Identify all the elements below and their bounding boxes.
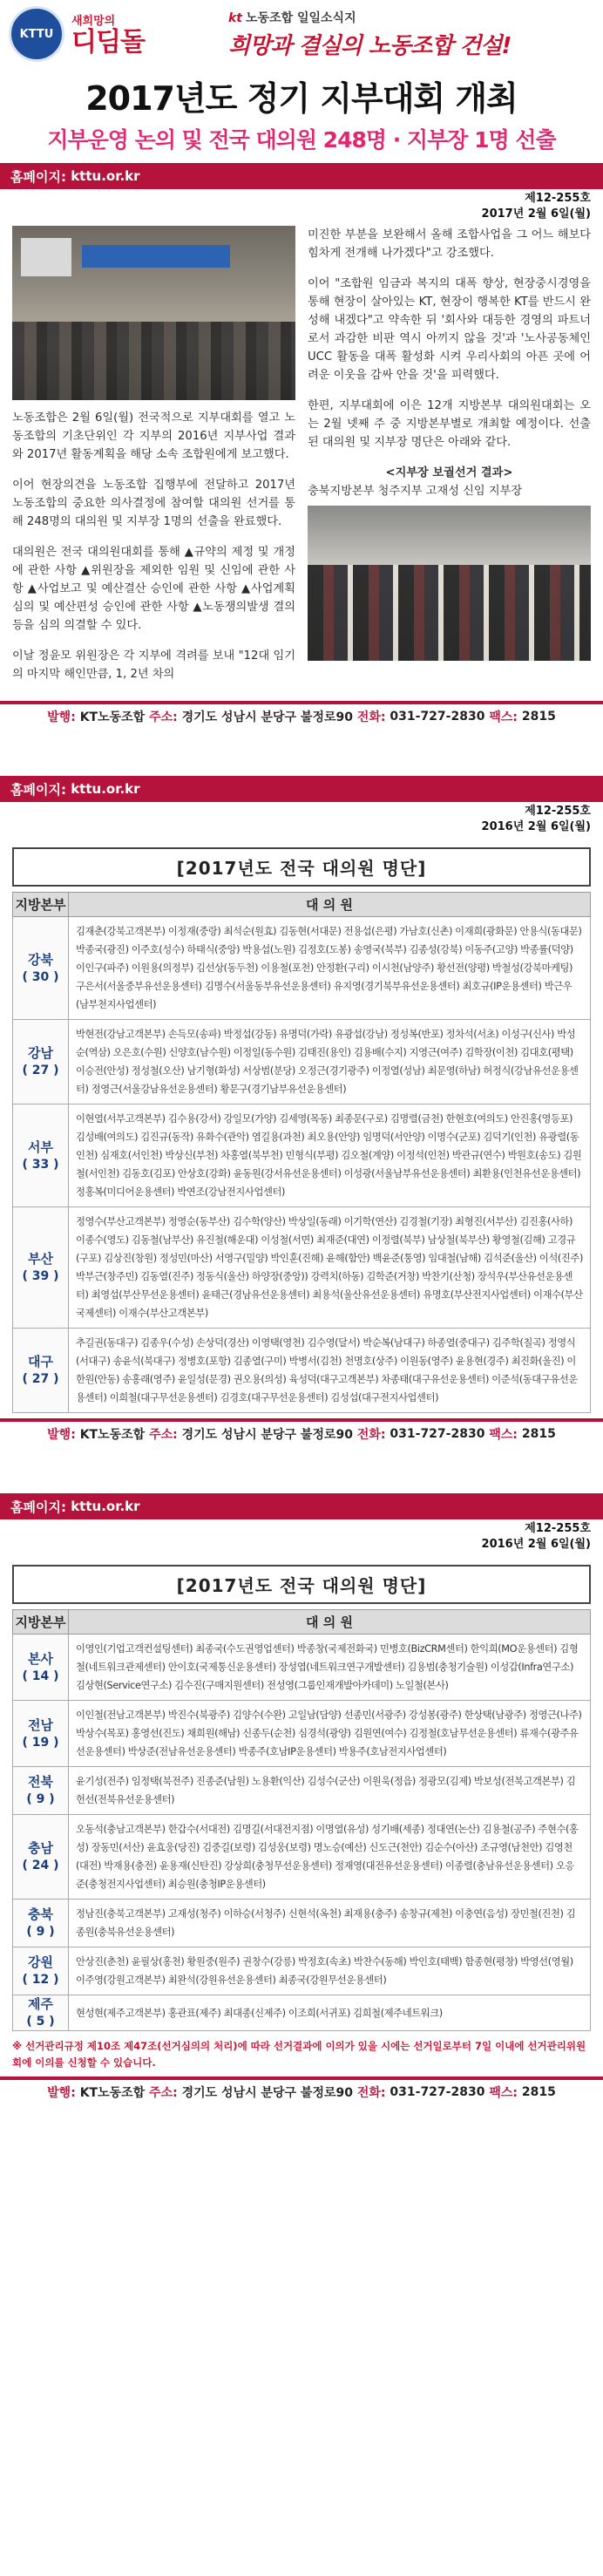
members-cell: 현성현(제주고객본부) 홍관표(제주) 최대종(신제주) 이조희(서귀포) 김희철(제주네트워크) [69, 1995, 591, 2031]
members-cell: 추길권(동대구) 김종우(수성) 손상덕(경산) 이영택(영천) 김수영(달서) 박순복(남대구) 하종열(중대구) 김주학(칠곡) 정영식(서대구) 송윤석(북대구) 정병호(포항) 김종열(구미) 박병서(김천) 천명호(상주) 이원동(영주) 윤용현(경주) 최진화(울진) 이한원(안동) 송홍래(영주) 윤일성(문경) 권오용(의성) 육성덕(대구고객본부) 차종태(대구유선운용센터) 이준석(동대구유선운용센터) 이희철(대구무선운용센터) 김경호(대구무선운용센터) 김성섭(대구전지사업센터) [69, 1329, 591, 1413]
article-left-column [12, 226, 295, 696]
region-name: 부산 [28, 1251, 53, 1267]
table-title: [2017년도 전국 대의원 명단] [12, 1565, 591, 1604]
election-note: ※ 선거관리규정 제10조 제47조(선거심의의 처리)에 따라 선거결과에 이의가 있을 시에는 선거일로부터 7일 이내에 선거관리위원회에 이의를 신청할 수 있습니다. [12, 2040, 586, 2069]
members-cell: 박현전(강남고객본부) 손득모(송파) 박정섭(강동) 유명덕(가락) 유광섭(강남) 정성복(반포) 정차석(서초) 이성구(신사) 박성순(역삼) 오은호(수원) 신양호(남수원) 이정일(동수원) 김태진(용인) 김용배(수지) 지영근(여주) 김학장(이천) 김대호(평택) 이승전(안성) 정성철(오산) 남기형(화성) 서상범(분당) 오정근(경기광주) 이정열(성남) 최문영(하남) 허정식(강남유선운용센터) 정영근(서울강남유선운용센터) 황문구(경기남부유선운용센터) [69, 1020, 591, 1104]
homepage-link[interactable]: kttu.or.kr [71, 168, 140, 184]
homepage-label: 홈페이지: [10, 168, 66, 185]
paragraph: 한편, 지부대회에 이은 12개 지방본부 대의원대회는 오는 2월 넷째 주 중 지방본부별로 개최할 예정이다. 선출된 대의원 및 지부장 명단은 아래와 같다. [308, 399, 591, 449]
region-cell [13, 1815, 69, 1900]
delegate-count: ( 14 ) [22, 1669, 59, 1683]
article-right-column [308, 226, 591, 696]
table-row [13, 917, 591, 1020]
paragraph: 미진한 부분을 보완해서 올해 조합사업을 그 어느 해보다 힘차게 전개해 나가겠다"고 강조했다. [308, 228, 591, 260]
delegate-count: ( 39 ) [22, 1269, 59, 1283]
members-cell: 이인철(전남고객본부) 박진수(북광주) 김양수(수완) 고일남(담양) 선종민(서광주) 강성봉(광주) 한상택(남광주) 정영근(나주) 박상수(목포) 홍영선(진도) 채희원(해남) 신종두(순천) 심경석(광양) 김원연(여수) 김정철(호남무선운용센터) 류재수(광주유선운용센터) 박상준(전남유선운용센터) 박종주(호남IP운용센터) 박용주(호남전지사업센터) [69, 1701, 591, 1767]
paragraph: 대의원은 전국 대의원대회를 통해 ▲규약의 제정 및 개정에 관한 사항 ▲위원장을 제외한 임원 및 신임에 관한 사항 ▲사업보고 및 예산결산 승인에 관한 사항 ▲사업계획 심의 및 예산편성 승인에 관한 사항 ▲노동쟁의발생 결의 등을 심의 의결할 수 있다. [12, 546, 295, 632]
members-cell: 이영인(기업고객컨설팅센터) 최종국(수도권영업센터) 박종창(국제전화국) 민병호(BizCRM센터) 한익희(MO운용센터) 김형철(네트워크관제센터) 안이호(국제통신운용센터) 장성엽(네트워크연구개발센터) 김용범(충청기술원) 이성갑(Infra연구소) 김상현(Service연구소) 김수진(구매지원센터) 전성영(그룹인재개발아카데미) 노일철(본사) [69, 1635, 591, 1701]
region-cell [13, 1900, 69, 1947]
delegate-table [12, 892, 591, 1413]
region-name: 전북 [28, 1774, 53, 1790]
region-cell [13, 1104, 69, 1207]
region-name: 서부 [28, 1138, 53, 1155]
masthead-right [211, 9, 594, 60]
result-title: <지부장 보궐선거 결과> [385, 466, 513, 479]
issue-info [0, 189, 603, 222]
delegate-table [12, 1609, 591, 2031]
table-row [13, 1995, 591, 2031]
region-name: 충남 [28, 1840, 53, 1856]
region-name: 본사 [28, 1650, 53, 1667]
homepage-bar [0, 163, 603, 189]
delegate-count: ( 27 ) [22, 1064, 59, 1077]
region-name: 대구 [28, 1354, 53, 1370]
table-row [13, 1329, 591, 1413]
region-cell [13, 1767, 69, 1815]
org-name: kt 노동조합 일일소식지 [228, 10, 356, 25]
table-row [13, 1815, 591, 1900]
homepage-link[interactable]: kttu.or.kr [71, 781, 140, 797]
delegate-count: ( 24 ) [22, 1859, 59, 1873]
region-name: 충북 [28, 1907, 53, 1922]
members-cell: 윤기성(전주) 임정택(북전주) 진종준(남원) 노용환(익산) 김성수(군산) 이원욱(정읍) 정광모(김제) 박보성(전북고객본부) 김헌선(전북유선운용센터) [69, 1767, 591, 1815]
region-name: 강북 [28, 951, 53, 968]
homepage-bar: 홈페이지: kttu.or.kr [0, 1493, 603, 1519]
homepage-bar: 홈페이지: kttu.or.kr [0, 776, 603, 802]
homepage-link[interactable]: kttu.or.kr [71, 1499, 140, 1514]
region-name: 강남 [28, 1045, 53, 1061]
region-cell [13, 1329, 69, 1413]
members-cell: 정남진(충북고객본부) 고재성(청주) 이하승(서청주) 신현석(옥천) 최재용(충주) 송창규(제천) 이충연(음성) 장민철(진천) 김종원(충북유선운용센터) [69, 1900, 591, 1947]
article [0, 222, 603, 696]
table-title: [2017년도 전국 대의원 명단] [12, 847, 591, 887]
delegate-count: ( 5 ) [26, 2015, 55, 2029]
region-cell [13, 1207, 69, 1329]
col-region: 지방본부 [13, 893, 69, 917]
col-region: 지방본부 [13, 1610, 69, 1635]
headline-title: 2017년도 정기 지부대회 개최 [85, 79, 518, 118]
delegate-count: ( 33 ) [22, 1157, 59, 1172]
slogan: 희망과 결실의 노동조합 건설! [228, 32, 512, 59]
kt-mark: kt [228, 10, 243, 25]
footer: 발행: KT노동조합 주소: 경기도 성남시 분당구 불정로90 전화: 031-727-2830 팩스: 2815 [0, 701, 603, 729]
region-cell [13, 1701, 69, 1767]
col-members: 대 의 원 [69, 893, 591, 917]
footer: 발행: KT노동조합 주소: 경기도 성남시 분당구 불정로90 전화: 031-727-2830 팩스: 2815 [0, 2076, 603, 2104]
table-row [13, 1104, 591, 1207]
table-row [13, 1701, 591, 1767]
issue-info: 제12-255호 2016년 2월 6일(월) [481, 805, 591, 833]
region-cell [13, 1020, 69, 1104]
table-row [13, 1947, 591, 1995]
members-cell: 안상진(춘천) 윤필상(홍천) 황원중(원주) 권창수(강릉) 박정호(속초) 박찬수(동해) 박인호(태백) 함종현(평창) 박영선(영월) 이주영(강원고객본부) 최완석(강원유선운용센터) 최종국(강원무선운용센터) [69, 1947, 591, 1995]
paragraph: 노동조합은 2월 6일(월) 전국적으로 지부대회를 열고 노동조합의 기초단위인 각 지부의 2016년 지부사업 결과와 2017년 활동계획을 해당 소속 조합원에게 보고했다. [12, 411, 295, 461]
table-row [13, 1020, 591, 1104]
members-cell: 정영수(부산고객본부) 정영순(동부산) 김수학(양산) 박상일(동래) 이기학(연산) 김경철(기장) 최형진(서부산) 김진홍(사하) 이종수(영도) 김동철(남부산) 유진철(해운대) 이성철(서면) 최재준(대연) 이정렬(북부) 남상철(북부산) 황영철(김해) 고경규(구포) 김상진(창원) 정성민(마산) 서영구(밀양) 박인훈(진해) 윤해(함안) 백윤준(통영) 임대철(남해) 김석준(울산) 이석(진주) 박부근(창주민) 김동열(진주) 정동식(울산) 하양장(중앙)) 강력치(하동) 김학준(거창) 박찬기(산청) 장석우(부산유선운용센터) 최영섭(부산무선운용센터) 윤태근(경남유선운용센터) 최용석(울산유선운용센터) 유명호(부산전지사업센터) 이재수(부산국제센터) 이재수(부산고객본부) [69, 1207, 591, 1329]
members-cell: 이현열(서부고객본부) 김수용(강서) 강일모(가양) 김세영(목동) 최종문(구로) 김명렬(금천) 한현호(여의도) 안진홍(영등포) 김성배(여의도) 김진규(동작) 유화수(관악) 염길용(과천) 최오용(안양) 임명덕(서안양) 이명수(군포) 김덕기(인천) 유광렬(동인천) 심재호(서인천) 박상신(부천) 차홍열(북부천) 민형식(부평) 김오철(계양) 이정석(인천) 박관규(연수) 박원호(송도) 김원철(서인천) 김동호(김포) 안상호(강화) 윤동원(강서유선운용센터) 이성광(서울남부유선운용센터) 최환용(인천유선운용센터) 정홍복(미디어운용센터) 박연조(강남전지사업센터) [69, 1104, 591, 1207]
region-name: 제주 [28, 1996, 53, 2012]
paragraph: 이어 "조합원 임금과 복지의 대폭 향상, 현장중시경영을 통해 현장이 살아있는 KT, 현장이 행복한 KT를 반드시 완성해 내겠다"고 약속한 뒤 '회사와 대등한 경영의 파트너로서 과감한 비판 역시 아끼지 않을 것'과 '노사공동체인 UCC 활동을 대폭 활성화 시켜 우리사회의 아픈 곳에 어려운 이웃을 감싸 안을 것'을 피력했다. [308, 277, 591, 382]
headline-subtitle: 지부운영 논의 및 전국 대의원 248명 · 지부장 1명 선출 [47, 127, 556, 153]
table-row [13, 1900, 591, 1947]
masthead [0, 0, 603, 68]
region-name: 전남 [28, 1716, 53, 1733]
delegate-count: ( 9 ) [26, 1925, 55, 1939]
members-cell: 김재춘(강북고객본부) 이정재(중랑) 최석순(원효) 김동현(서대문) 전용섭(은평) 가남호(신촌) 이재희(광화문) 안용식(동대문) 박종국(광진) 이주호(성수) 하태식(중앙) 박용섭(노원) 김정호(도봉) 송영국(북부) 김종성(강북) 이동주(고양) 박종률(덕양) 이인구(파주) 이원용(의정부) 김선상(동두천) 이용철(포천) 안정환(구리) 이시천(남양주) 황선전(양평) 박철성(강북마케팅) 구은서(서울중부유선운용센터) 김명수(서울동부유선운용센터) 유지영(경기북부유선운용센터) 최호규(IP운용센터) 박근우(남부천지사업센터) [69, 917, 591, 1020]
issue-date: 2017년 2월 6일(월) [481, 207, 591, 221]
delegate-count: ( 30 ) [22, 969, 59, 984]
issue-info: 제12-255호 2016년 2월 6일(월) [481, 1522, 591, 1551]
voting-photo [308, 506, 591, 661]
brand-name: 디딤돌 [71, 26, 145, 58]
paragraph: 이어 현장의견을 노동조합 집행부에 전달하고 2017년 노동조합의 중요한 의사결정에 참여할 대의원 선거를 통해 248명의 대의원 및 지부장 1명의 선출을 완료했다. [12, 479, 295, 528]
region-cell [13, 917, 69, 1020]
issue-number: 제12-255호 [525, 192, 591, 205]
footer: 발행: KT노동조합 주소: 경기도 성남시 분당구 불정로90 전화: 031-727-2830 팩스: 2815 [0, 1418, 603, 1446]
members-cell: 오동석(충남고객본부) 한갑수(서대전) 김명길(서대전지점) 이명열(유성) 성기배(세종) 정대연(논산) 김용철(공주) 주현수(홍성) 장동민(서산) 윤효웅(당진) 김중길(보령) 김성웅(보령) 명노승(예산) 신도근(천안) 김순수(아산) 조규영(남천안) 김영천(대전) 박재용(충전) 윤용재(신탄진) 강상희(충청무선운용센터) 정재영(대전유선운용센터) 이종렬(충남유선운용센터) 오응준(충청전지사업센터) 최승원(충청IP운용센터) [69, 1815, 591, 1900]
region-cell [13, 1995, 69, 2031]
region-cell [13, 1635, 69, 1701]
delegate-count: ( 19 ) [22, 1735, 59, 1750]
region-cell [13, 1947, 69, 1995]
result-line: 충북지방본부 청주지부 고재성 신임 지부장 [308, 485, 523, 498]
delegate-count: ( 12 ) [22, 1973, 59, 1987]
brand [71, 11, 211, 58]
table-row [13, 1767, 591, 1815]
paragraph: 이날 정윤모 위원장은 각 지부에 격려를 보내 "12대 임기의 마지막 해인만큼, 1, 2년 차의 [12, 649, 295, 681]
conference-photo [12, 226, 295, 400]
table-row [13, 1207, 591, 1329]
region-name: 강원 [28, 1954, 53, 1970]
delegate-count: ( 27 ) [22, 1372, 59, 1386]
brand-top: 새희망의 [71, 14, 116, 28]
table-row [13, 1635, 591, 1701]
kttu-logo: KTTU [9, 6, 64, 62]
col-members: 대 의 원 [69, 1610, 591, 1635]
delegate-count: ( 9 ) [26, 1792, 55, 1806]
